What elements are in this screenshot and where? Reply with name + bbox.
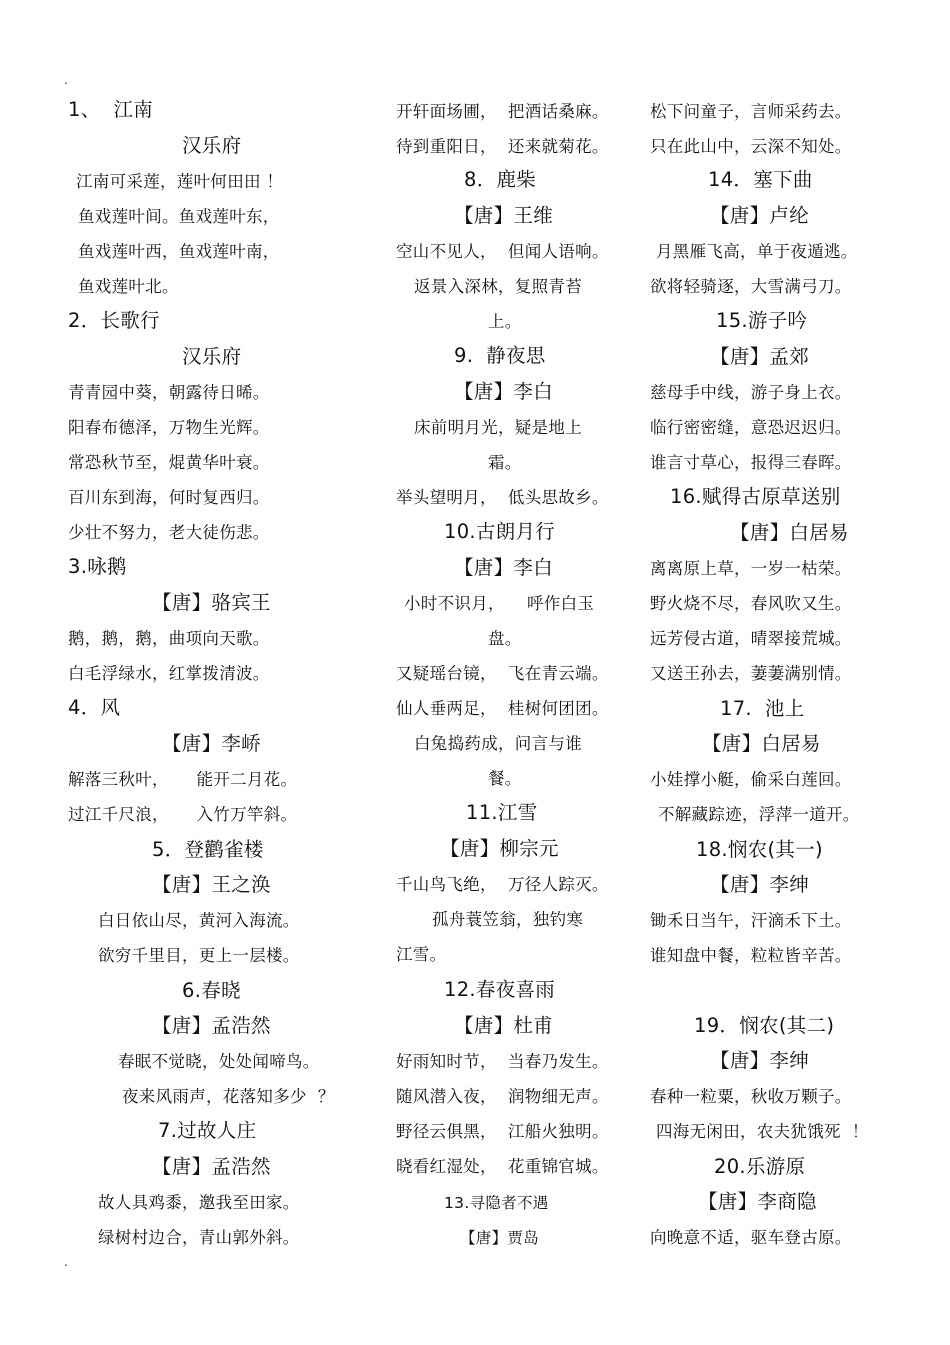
poem-line: 临行密密缝，意恐迟迟归。 bbox=[650, 418, 852, 437]
poem-title: 17. 池上 bbox=[720, 697, 805, 720]
poem-author: 【唐】贾岛 bbox=[460, 1229, 540, 1247]
poem-line: 远芳侵古道，晴翠接荒城。 bbox=[650, 629, 852, 648]
poem-line: 千山鸟飞绝， 万径人踪灭。 bbox=[396, 875, 609, 894]
poem-line: 青青园中葵，朝露待日晞。 bbox=[68, 383, 270, 402]
poem-title: 18.悯农(其一) bbox=[696, 838, 823, 861]
poem-line: 小娃撑小艇，偷采白莲回。 bbox=[650, 770, 852, 789]
poem-line: 少壮不努力，老大徒伤悲。 bbox=[68, 523, 270, 542]
poem-line: 春种一粒粟，秋收万颗子。 bbox=[650, 1087, 852, 1106]
poem-title: 11.江雪 bbox=[466, 801, 538, 824]
poem-author: 【唐】王之涣 bbox=[152, 873, 271, 896]
poem-author: 【唐】柳宗元 bbox=[440, 837, 559, 860]
poem-line: 慈母手中线，游子身上衣。 bbox=[650, 383, 852, 402]
poem-title: 3.咏鹅 bbox=[68, 555, 127, 578]
poem-line: 白日依山尽，黄河入海流。 bbox=[98, 911, 300, 930]
poem-author: 汉乐府 bbox=[182, 134, 242, 157]
poem-author: 【唐】白居易 bbox=[730, 521, 849, 544]
poem-title: 12.春夜喜雨 bbox=[444, 978, 556, 1001]
poem-line: 绿树村边合，青山郭外斜。 bbox=[98, 1228, 300, 1247]
poem-line: 返景入深林，复照青苔 bbox=[414, 277, 582, 296]
poem-author: 【唐】白居易 bbox=[702, 732, 821, 755]
poem-line: 举头望明月， 低头思故乡。 bbox=[396, 488, 609, 507]
poem-title: 8．鹿柴 bbox=[464, 168, 537, 191]
poem-line: 餐。 bbox=[488, 769, 522, 788]
poem-line: 常恐秋节至，焜黄华叶衰。 bbox=[68, 453, 270, 472]
poem-line: 开轩面场圃， 把酒话桑麻。 bbox=[396, 102, 609, 121]
poem-line: 床前明月光，疑是地上 bbox=[414, 418, 582, 437]
poem-line: 欲穷千里目，更上一层楼。 bbox=[98, 946, 300, 965]
poem-title: 5．登鹳雀楼 bbox=[152, 838, 264, 861]
poem-line: 仙人垂两足， 桂树何团团。 bbox=[396, 699, 609, 718]
poem-line: 夜来风雨声，花落知多少 ？ bbox=[122, 1087, 335, 1106]
poem-line: 离离原上草，一岁一枯荣。 bbox=[650, 559, 852, 578]
poem-line: 鱼戏莲叶西，鱼戏莲叶南， bbox=[78, 242, 280, 261]
poem-author: 汉乐府 bbox=[182, 345, 242, 368]
poem-line: 霜。 bbox=[488, 453, 522, 472]
poem-author: 【唐】李峤 bbox=[162, 732, 262, 755]
poem-author: 【唐】卢纶 bbox=[710, 204, 810, 227]
poem-author: 【唐】孟浩然 bbox=[152, 1155, 271, 1178]
poem-title: 7.过故人庄 bbox=[158, 1119, 257, 1142]
poem-title: 4．风 bbox=[68, 696, 121, 719]
poem-line: 月黑雁飞高，单于夜遁逃。 bbox=[656, 242, 858, 261]
poem-author: 【唐】孟浩然 bbox=[152, 1014, 271, 1037]
poem-line: 白兔捣药成，问言与谁 bbox=[414, 734, 582, 753]
poem-line: 向晚意不适，驱车登古原。 bbox=[650, 1228, 852, 1247]
poem-line: 欲将轻骑逐，大雪满弓刀。 bbox=[650, 277, 852, 296]
corner-dot-bottom: . bbox=[64, 1255, 68, 1269]
poem-title: 14．塞下曲 bbox=[708, 168, 813, 191]
poem-line: 鹅，鹅，鹅，曲项向天歌。 bbox=[68, 629, 270, 648]
poem-author: 【唐】李绅 bbox=[710, 1049, 810, 1072]
poem-title: 19．悯农(其二) bbox=[694, 1014, 835, 1037]
poem-line: 待到重阳日， 还来就菊花。 bbox=[396, 137, 609, 156]
poem-line: 谁知盘中餐，粒粒皆辛苦。 bbox=[650, 946, 852, 965]
poem-line: 又送王孙去，萋萋满别情。 bbox=[650, 664, 852, 683]
poem-line: 四海无闲田，农夫犹饿死 ！ bbox=[656, 1122, 869, 1141]
poem-line: 解落三秋叶， 能开二月花。 bbox=[68, 770, 298, 789]
poem-line: 上。 bbox=[488, 312, 522, 331]
poem-line: 不解藏踪迹，浮萍一道开。 bbox=[658, 805, 860, 824]
poem-title: 13.寻隐者不遇 bbox=[444, 1194, 549, 1212]
poem-line: 又疑瑶台镜， 飞在青云端。 bbox=[396, 664, 609, 683]
poem-line: 空山不见人， 但闻人语响。 bbox=[396, 242, 609, 261]
poem-line: 好雨知时节， 当春乃发生。 bbox=[396, 1052, 609, 1071]
poem-line: 盘。 bbox=[488, 629, 522, 648]
poem-line: 春眠不觉晓，处处闻啼鸟。 bbox=[118, 1052, 320, 1071]
poem-line: 随风潜入夜， 润物细无声。 bbox=[396, 1087, 609, 1106]
poem-author: 【唐】杜甫 bbox=[454, 1014, 554, 1037]
poem-line: 谁言寸草心，报得三春晖。 bbox=[650, 453, 852, 472]
poem-line: 故人具鸡黍，邀我至田家。 bbox=[98, 1193, 300, 1212]
poem-line: 白毛浮绿水，红掌拨清波。 bbox=[68, 664, 270, 683]
corner-dot-top: . bbox=[64, 73, 68, 87]
poem-title: 1、 江南 bbox=[68, 98, 154, 121]
poem-line: 鱼戏莲叶间。鱼戏莲叶东， bbox=[78, 207, 280, 226]
poem-title: 20.乐游原 bbox=[714, 1155, 806, 1178]
poem-title: 2．长歌行 bbox=[68, 309, 160, 332]
poem-line: 孤舟蓑笠翁，独钓寒 bbox=[432, 910, 584, 929]
poem-line: 晓看红湿处， 花重锦官城。 bbox=[396, 1157, 609, 1176]
poem-title: 9. 静夜思 bbox=[454, 344, 546, 367]
poem-title: 16.赋得古原草送别 bbox=[670, 485, 841, 508]
poem-line: 鱼戏莲叶北。 bbox=[78, 277, 179, 296]
poem-line: 松下问童子，言师采药去。 bbox=[650, 102, 852, 121]
poem-line: 江雪。 bbox=[396, 945, 447, 964]
poem-title: 15.游子吟 bbox=[716, 309, 808, 332]
poem-line: 野火烧不尽，春风吹又生。 bbox=[650, 594, 852, 613]
poem-title: 6.春晓 bbox=[182, 979, 241, 1002]
poem-line: 阳春布德泽，万物生光辉。 bbox=[68, 418, 270, 437]
poem-line: 野径云俱黑， 江船火独明。 bbox=[396, 1122, 609, 1141]
poem-line: 过江千尺浪， 入竹万竿斜。 bbox=[68, 805, 298, 824]
poem-author: 【唐】李白 bbox=[454, 380, 554, 403]
poem-author: 【唐】孟郊 bbox=[710, 345, 810, 368]
poem-line: 只在此山中，云深不知处。 bbox=[650, 137, 852, 156]
poem-author: 【唐】李白 bbox=[454, 556, 554, 579]
poem-author: 【唐】李商隐 bbox=[698, 1190, 817, 1213]
poem-author: 【唐】骆宾王 bbox=[152, 591, 271, 614]
poem-line: 百川东到海，何时复西归。 bbox=[68, 488, 270, 507]
poem-title: 10.古朗月行 bbox=[444, 520, 556, 543]
poem-author: 【唐】王维 bbox=[454, 204, 554, 227]
poem-author: 【唐】李绅 bbox=[710, 873, 810, 896]
poem-line: 江南可采莲，莲叶何田田 ！ bbox=[76, 172, 284, 191]
poem-line: 锄禾日当午，汗滴禾下土。 bbox=[650, 911, 852, 930]
poem-line: 小时不识月， 呼作白玉 bbox=[404, 594, 595, 613]
